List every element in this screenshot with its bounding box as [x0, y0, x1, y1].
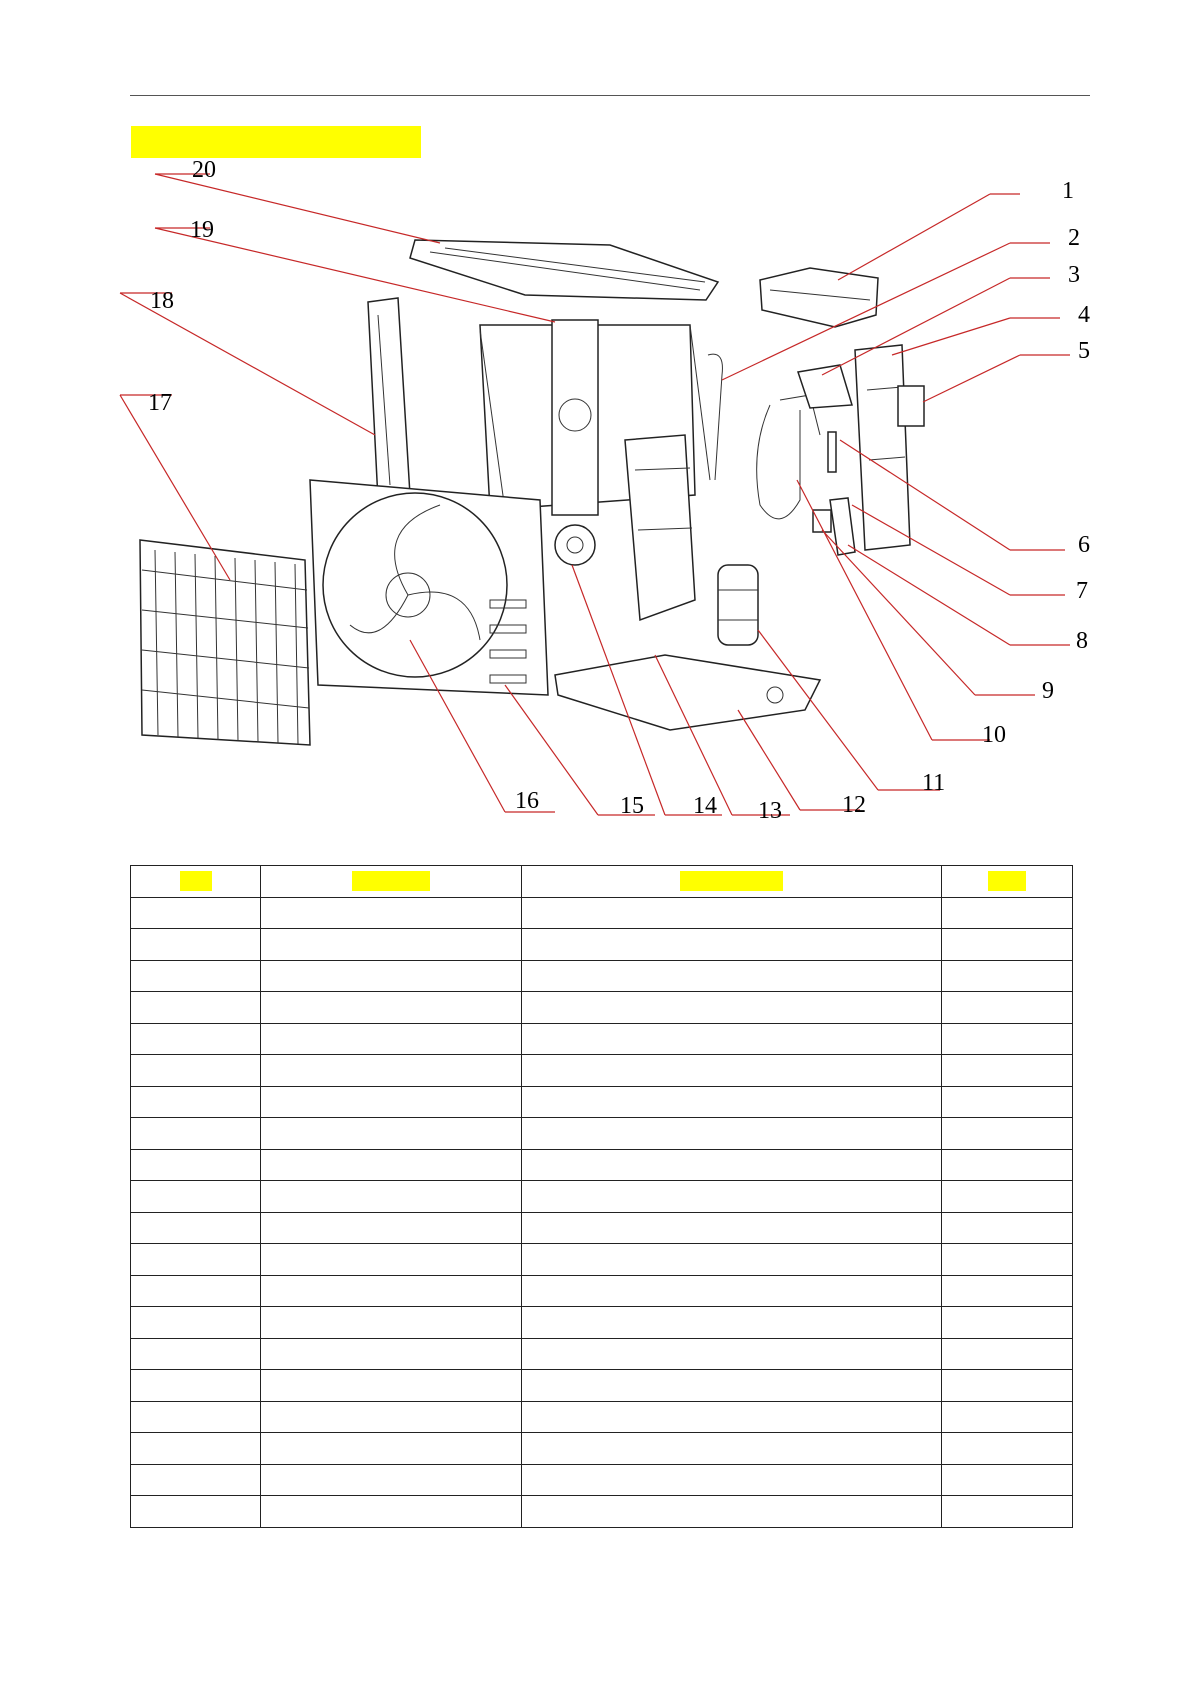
table-row	[131, 1212, 1073, 1244]
valve-part	[828, 432, 836, 472]
table-cell	[942, 1275, 1073, 1307]
table-cell	[522, 1118, 942, 1150]
callout-12: 12	[842, 792, 866, 818]
table-cell	[131, 992, 261, 1024]
table-row	[131, 1370, 1073, 1402]
callout-15: 15	[620, 793, 644, 819]
handle-part	[898, 386, 924, 426]
table-cell	[261, 1307, 522, 1339]
table-cell	[522, 897, 942, 929]
table-cell	[522, 1496, 942, 1528]
left-side-panel-part	[368, 298, 410, 500]
callout-2: 2	[1068, 225, 1080, 251]
table-cell	[522, 1244, 942, 1276]
callout-7: 7	[1076, 578, 1088, 604]
table-cell	[131, 1433, 261, 1465]
table-cell	[261, 897, 522, 929]
table-cell	[261, 992, 522, 1024]
table-cell	[522, 1370, 942, 1402]
callout-4: 4	[1078, 302, 1090, 328]
table-cell	[522, 1055, 942, 1087]
table-cell	[261, 1338, 522, 1370]
table-cell	[942, 1055, 1073, 1087]
table-cell	[131, 1149, 261, 1181]
table-cell	[522, 929, 942, 961]
table-row	[131, 960, 1073, 992]
table-cell	[261, 929, 522, 961]
table-row	[131, 1055, 1073, 1087]
parts-table	[130, 865, 1073, 1528]
table-row	[131, 929, 1073, 961]
table-cell	[261, 1496, 522, 1528]
table-cell	[261, 1149, 522, 1181]
table-cell	[131, 960, 261, 992]
table-row	[131, 1433, 1073, 1465]
table-row	[131, 1118, 1073, 1150]
table-cell	[522, 1275, 942, 1307]
right-side-panel-part	[855, 345, 910, 550]
table-cell	[522, 1464, 942, 1496]
top-cover-part	[410, 240, 718, 300]
table-cell	[261, 1370, 522, 1402]
table-row	[131, 1464, 1073, 1496]
callout-5: 5	[1078, 338, 1090, 364]
table-row	[131, 992, 1073, 1024]
motor-bracket-part	[625, 435, 695, 620]
table-cell	[131, 1464, 261, 1496]
table-cell	[942, 1244, 1073, 1276]
table-cell	[261, 1212, 522, 1244]
header-cell-part-code	[261, 866, 522, 898]
table-cell	[261, 1181, 522, 1213]
table-cell	[522, 1433, 942, 1465]
table-row	[131, 1496, 1073, 1528]
table-cell	[131, 1055, 261, 1087]
table-cell	[942, 1338, 1073, 1370]
valve-support-part	[798, 365, 852, 408]
table-cell	[522, 992, 942, 1024]
callout-17: 17	[148, 390, 172, 416]
base-plate-part	[555, 655, 820, 730]
callout-8: 8	[1076, 628, 1088, 654]
header-rule	[130, 95, 1090, 96]
table-row	[131, 1275, 1073, 1307]
table-cell	[942, 1212, 1073, 1244]
table-cell	[261, 1433, 522, 1465]
table-cell	[522, 1149, 942, 1181]
compressor-part	[718, 565, 758, 645]
table-body	[131, 897, 1073, 1527]
table-cell	[261, 1118, 522, 1150]
capillary-pipe-part	[708, 354, 722, 480]
table-cell	[942, 1023, 1073, 1055]
table-cell	[522, 1086, 942, 1118]
table-cell	[942, 1086, 1073, 1118]
table-row	[131, 1086, 1073, 1118]
table-cell	[261, 960, 522, 992]
table-row	[131, 1149, 1073, 1181]
table-row	[131, 1338, 1073, 1370]
table-cell	[942, 1401, 1073, 1433]
table-cell	[131, 1496, 261, 1528]
header-cell-qty	[942, 866, 1073, 898]
table-cell	[131, 1086, 261, 1118]
table-cell	[131, 1370, 261, 1402]
table-cell	[261, 1086, 522, 1118]
table-cell	[131, 1244, 261, 1276]
callout-11: 11	[922, 770, 946, 796]
callout-1: 1	[1062, 178, 1074, 204]
callout-3: 3	[1068, 262, 1080, 288]
table-cell	[261, 1244, 522, 1276]
table-cell	[261, 1401, 522, 1433]
table-cell	[522, 960, 942, 992]
table-cell	[131, 1275, 261, 1307]
callout-6: 6	[1078, 532, 1090, 558]
table-row	[131, 1401, 1073, 1433]
callout-19: 19	[190, 217, 214, 243]
callout-13: 13	[758, 798, 782, 824]
piping-assembly-part	[757, 395, 820, 519]
callout-9: 9	[1042, 678, 1054, 704]
callout-18: 18	[150, 288, 174, 314]
table-cell	[261, 1275, 522, 1307]
table-cell	[942, 1496, 1073, 1528]
partition-plate-part	[552, 320, 598, 515]
table-cell	[522, 1181, 942, 1213]
header-cell-no	[131, 866, 261, 898]
callout-14: 14	[693, 793, 717, 819]
table-row	[131, 1307, 1073, 1339]
table-header-row	[131, 866, 1073, 898]
table-cell	[942, 1118, 1073, 1150]
table-cell	[131, 929, 261, 961]
table-cell	[522, 1401, 942, 1433]
header-cell-description	[522, 866, 942, 898]
callout-16: 16	[515, 788, 539, 814]
table-row	[131, 1023, 1073, 1055]
front-panel-part	[310, 480, 548, 695]
control-box-part	[760, 268, 878, 327]
table-cell	[942, 1433, 1073, 1465]
table-cell	[131, 1401, 261, 1433]
callout-10: 10	[982, 722, 1006, 748]
table-cell	[942, 929, 1073, 961]
table-cell	[131, 1023, 261, 1055]
table-cell	[942, 992, 1073, 1024]
table-cell	[942, 960, 1073, 992]
table-cell	[261, 1055, 522, 1087]
table-cell	[131, 1181, 261, 1213]
table-cell	[261, 1464, 522, 1496]
table-cell	[942, 1307, 1073, 1339]
table-row	[131, 1181, 1073, 1213]
table-cell	[261, 1023, 522, 1055]
table-cell	[942, 1149, 1073, 1181]
table-cell	[131, 1212, 261, 1244]
table-cell	[942, 1370, 1073, 1402]
table-cell	[942, 1181, 1073, 1213]
table-row	[131, 897, 1073, 929]
table-cell	[131, 897, 261, 929]
table-cell	[522, 1338, 942, 1370]
fan-motor-part	[555, 525, 595, 565]
table-cell	[522, 1023, 942, 1055]
table-cell	[942, 897, 1073, 929]
table-cell	[942, 1464, 1073, 1496]
table-cell	[131, 1307, 261, 1339]
table-cell	[131, 1338, 261, 1370]
table-cell	[131, 1118, 261, 1150]
callout-20: 20	[192, 157, 216, 183]
table-cell	[522, 1307, 942, 1339]
table-row	[131, 1244, 1073, 1276]
table-cell	[522, 1212, 942, 1244]
exploded-view-diagram	[110, 150, 1120, 830]
